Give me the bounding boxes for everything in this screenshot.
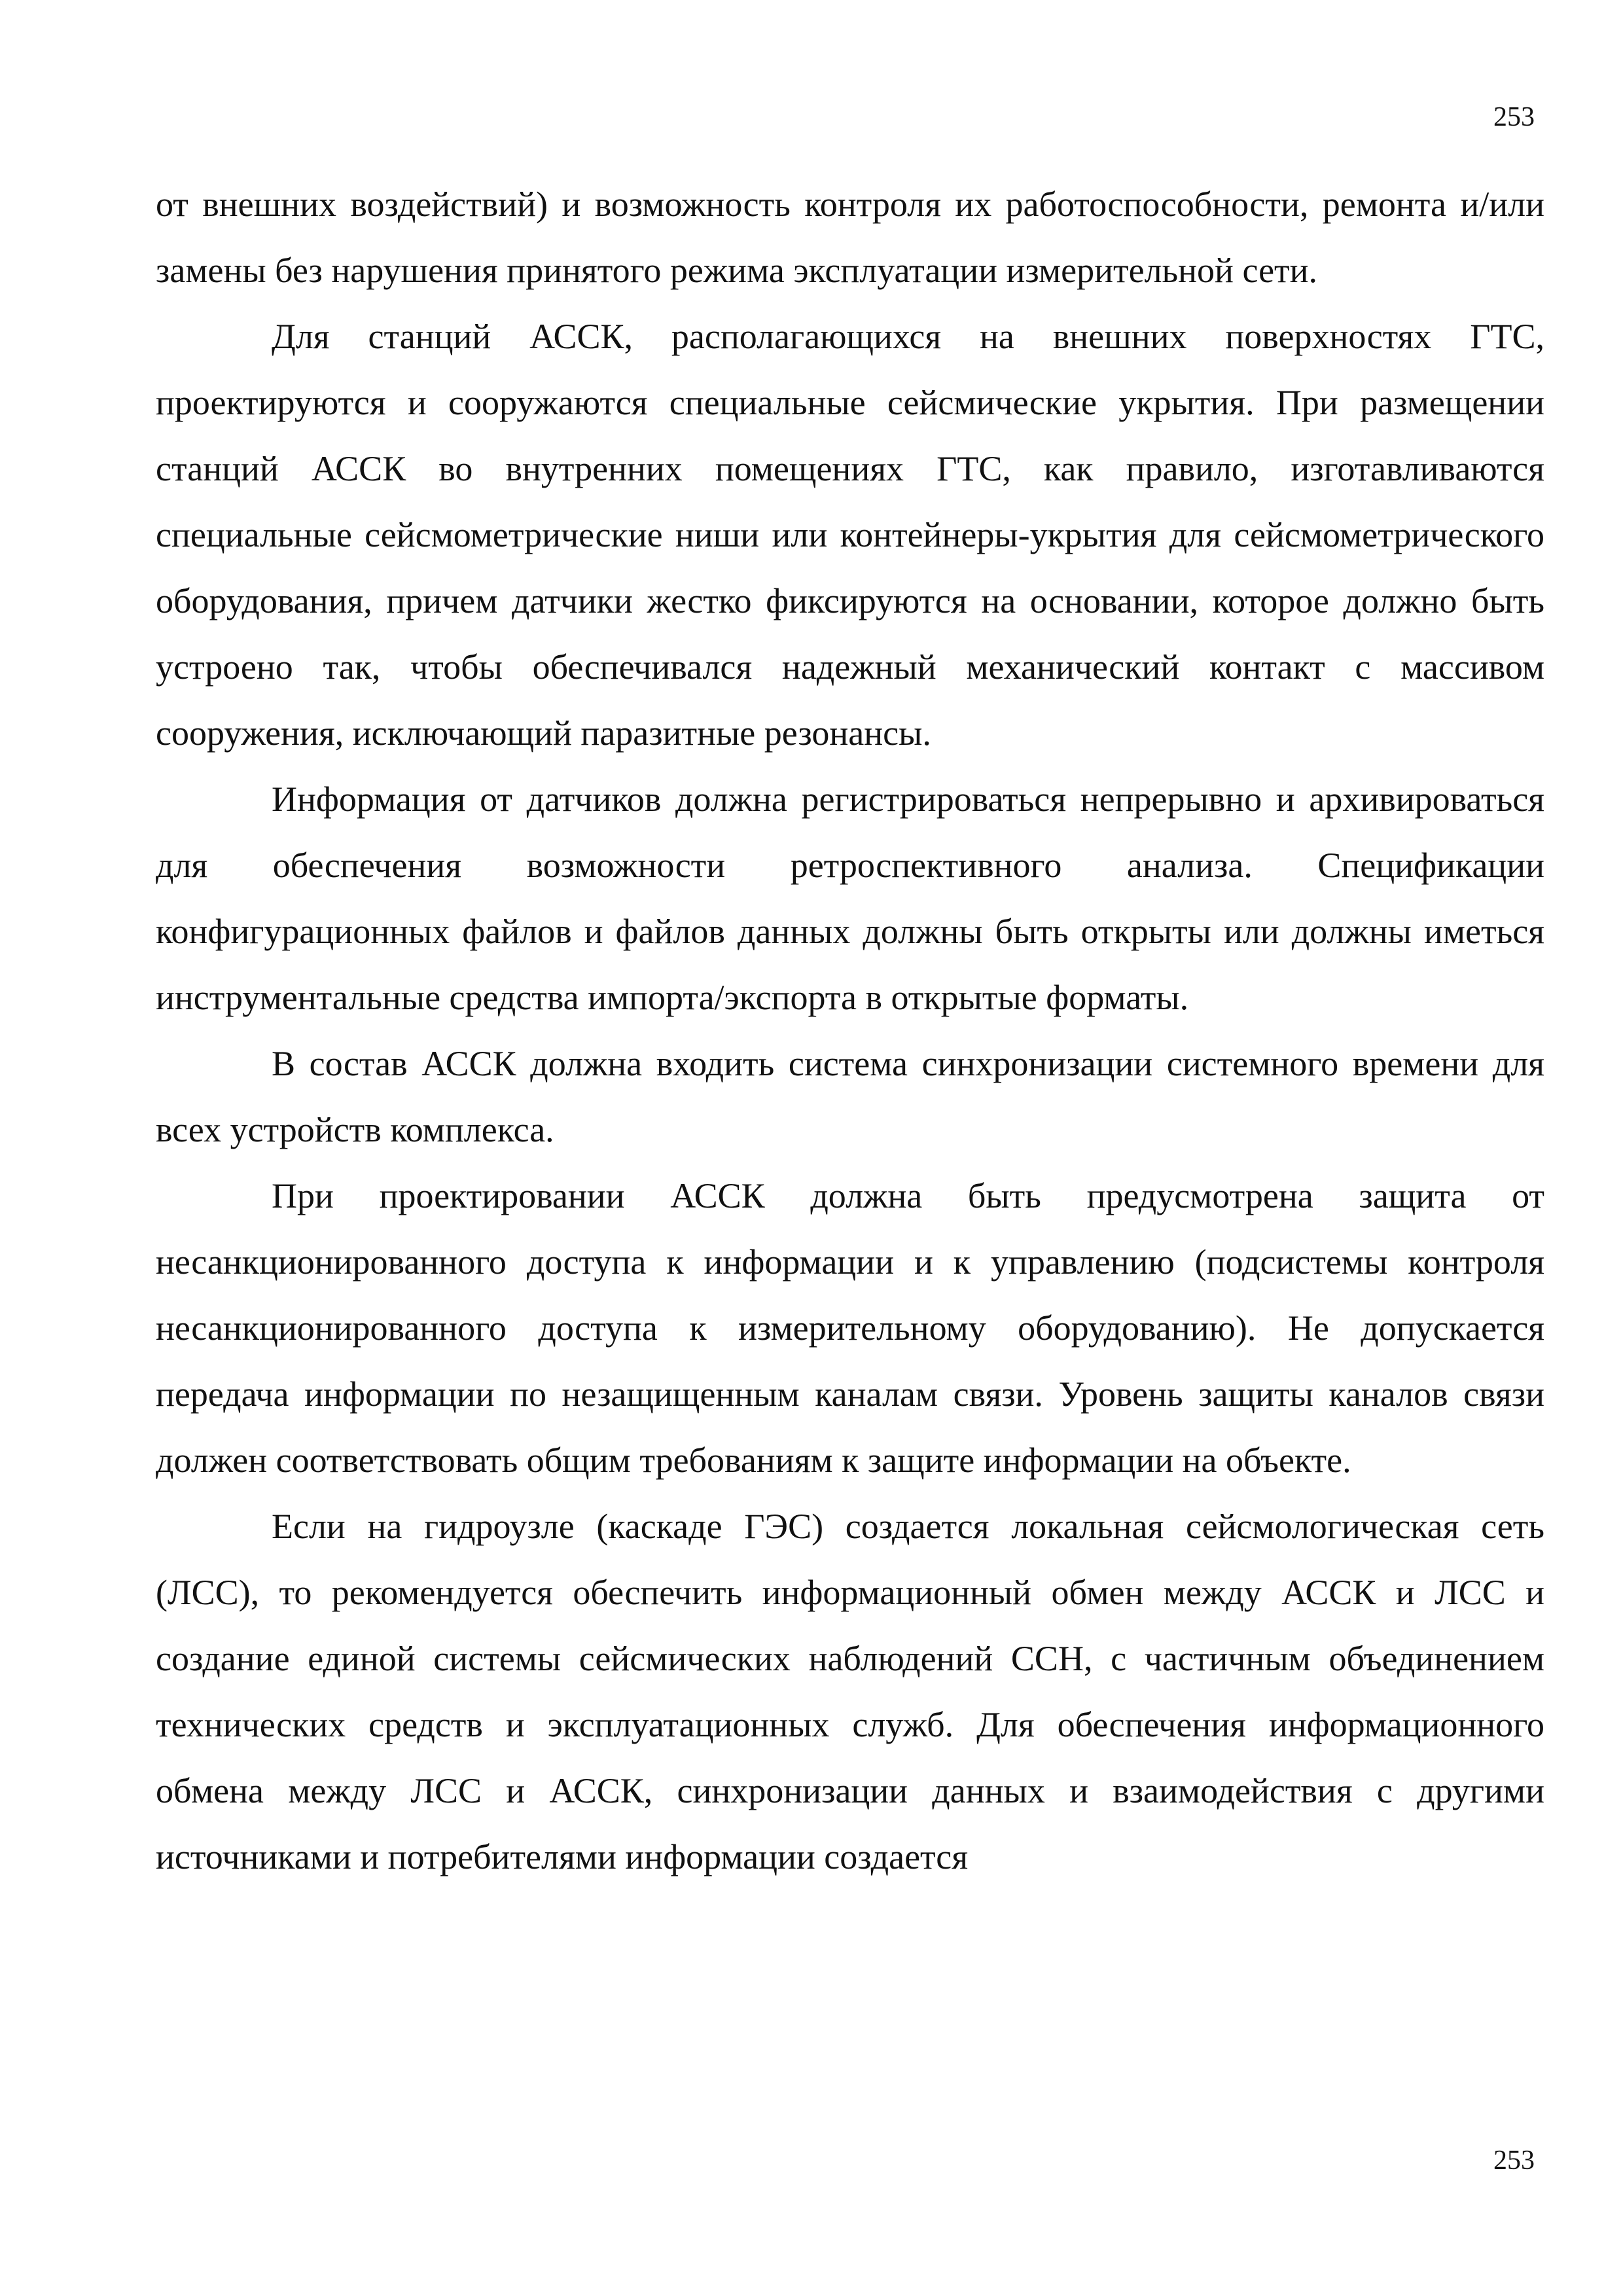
paragraph-time-sync: В состав АССК должна входить система синхронизации системного времени для всех устройств комплекса. — [156, 1044, 1544, 1149]
paragraph-data-archiving: Информация от датчиков должна регистрироваться непрерывно и архивироваться для обеспечения возможности ретроспективного анализа. Спецификации конфигурационных файлов и файлов данных должны быть открыты или должны иметься инструментальные средства импорта/экспорта в открытые форматы. — [156, 780, 1544, 1017]
document-body — [156, 171, 1544, 1890]
paragraph-access-protection: При проектировании АССК должна быть предусмотрена защита от несанкционированного доступа к информации и к управлению (подсистемы контроля несанкционированного доступа к измерительному оборудованию). Не допускается передача информации по незащищенным каналам связи. Уровень защиты каналов связи должен соответствовать общим требованиям к защите информации на объекте. — [156, 1176, 1544, 1480]
paragraph-continuation: от внешних воздействий) и возможность контроля их работоспособности, ремонта и/или замены без нарушения принятого режима эксплуатации измерительной сети. — [156, 185, 1544, 290]
page-number-top: 253 — [1493, 102, 1535, 132]
paragraph-local-network: Если на гидроузле (каскаде ГЭС) создается локальная сейсмологическая сеть (ЛСС), то рекомендуется обеспечить информационный обмен между АССК и ЛСС и создание единой системы сейсмических наблюдений ССН, с частичным объединением технических средств и эксплуатационных служб. Для обеспечения информационного обмена между ЛСС и АССК, синхронизации данных и взаимодействия с другими источниками и потребителями информации создается — [156, 1507, 1544, 1876]
page-number-bottom: 253 — [1493, 2145, 1535, 2176]
paragraph-seismic-shelters: Для станций АССК, располагающихся на внешних поверхностях ГТС, проектируются и сооружаются специальные сейсмические укрытия. При размещении станций АССК во внутренних помещениях ГТС, как правило, изготавливаются специальные сейсмометрические ниши или контейнеры-укрытия для сейсмометрического оборудования, причем датчики жестко фиксируются на основании, которое должно быть устроено так, чтобы обеспечивался надежный механический контакт с массивом сооружения, исключающий паразитные резонансы. — [156, 317, 1544, 753]
